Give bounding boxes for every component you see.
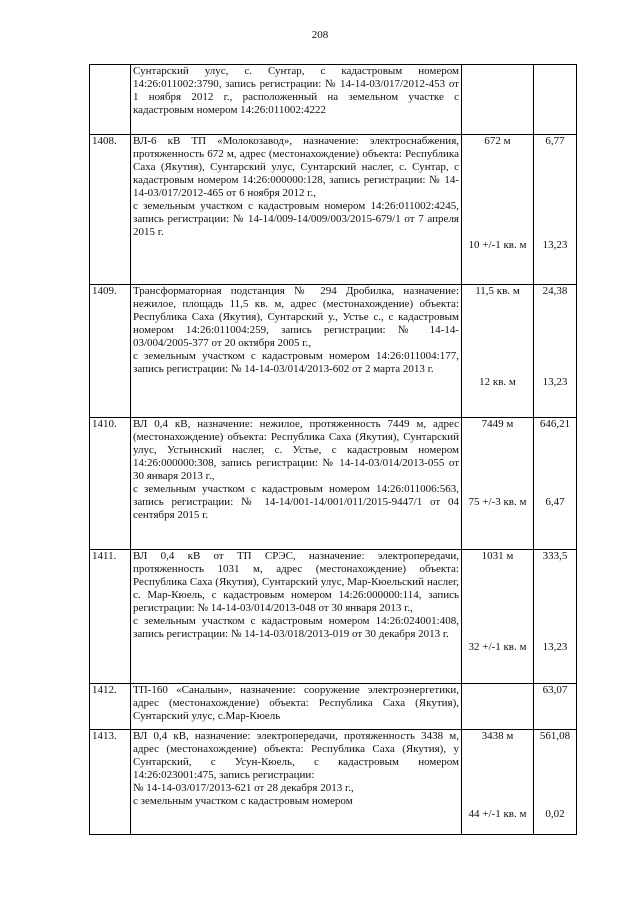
description-text: ТП-160 «Саналын», назначение: сооружение электроэнергетики, адрес (местонахождение) объекта: Республика Саха (Якутия), Сунтарский улус, с.Мар-Кюель [133,684,459,722]
description-text: ВЛ 0,4 кВ, назначение: нежилое, протяженность 7449 м, адрес (местонахождение) объекта: Республика Саха (Якутия), Сунтарский улус, Устьинский наслег, с. Устье, с кадастровым номером 14:26:000000:308, запись регистрации: № 14-14-03/014/2013-055 от 30 января 2013 г., [133,418,459,482]
object-size: 3438 м [481,730,514,742]
row-description [131,684,462,730]
object-size: 11,5 кв. м [475,285,520,297]
description-text: ВЛ-6 кВ ТП «Молокозавод», назначение: электроснабжения, протяженность 672 м, адрес (местонахождение) объекта: Республика Саха (Якутия), Сунтарский улус, Сунтарский наслег, с. Сунтар, с кадастровым номером 14:26:000000:128, запись регистрации: № 14-14-03/017/2012-465 от 6 ноября 2012 г., [133,135,459,199]
object-value: 6,77 [545,135,565,147]
table-row [90,684,577,730]
object-value: 24,38 [542,285,568,297]
land-plot-text: с земельным участком с кадастровым номером [133,795,353,807]
row-size [462,285,534,418]
registration-text: № 14-14-03/017/2013-621 от 28 декабря 2013 г., [133,782,354,794]
row-number [90,65,131,135]
row-number: 1412. [90,684,131,730]
land-value: 6,47 [545,496,565,508]
table-row [90,550,577,684]
land-plot-text: с земельным участком с кадастровым номером 14:26:024001:408, запись регистрации: № 14-14-03/018/2013-019 от 30 декабря 2013 г. [133,615,459,640]
land-value: 13,23 [542,641,568,653]
row-number: 1411. [90,550,131,684]
description-text: Сунтарский улус, с. Сунтар, с кадастровым номером 14:26:011002:3790, запись регистрации: № 14-14-03/017/2012-453 от 1 ноября 2012 г., расположенный на земельном участке с кадастровым номером 14:26:011002:4222 [133,65,459,116]
row-number: 1413. [90,730,131,835]
row-size [462,730,534,835]
row-number: 1410. [90,418,131,550]
land-size: 12 кв. м [479,376,516,388]
row-size [462,418,534,550]
land-size: 10 +/-1 кв. м [468,239,527,251]
object-size: 1031 м [481,550,514,562]
table-row [90,135,577,285]
land-plot-text: с земельным участком с кадастровым номером 14:26:011002:4245, запись регистрации: № 14-14/009-14/009/003/2015-679/1 от 7 апреля 2015 г. [133,200,459,238]
row-value [534,684,577,730]
object-value: 561,08 [539,730,571,742]
description-text: Трансформаторная подстанция № 294 Дробилка, назначение: нежилое, площадь 11,5 кв. м, адрес (местонахождение) объекта: Республика Саха (Якутия), Сунтарский у., Устье с., с кадастровым номером 14:26:011004:259, запись регистрации: № 14-14-03/004/2005-377 от 20 октября 2005 г., [133,285,459,349]
description-text: ВЛ 0,4 кВ, назначение: электропередачи, протяженность 3438 м, адрес (местонахождение) объекта: Республика Саха (Якутия), у Сунтарский, с Усун-Кюель, с кадастровым номером 14:26:023001:475, запись регистрации: [133,730,459,781]
row-number: 1409. [90,285,131,418]
row-value [534,550,577,684]
row-size [462,65,534,135]
row-value [534,135,577,285]
description-text: ВЛ 0,4 кВ от ТП СРЭС, назначение: электропередачи, протяженность 1031 м, адрес (местонахождение) объекта: Республика Саха (Якутия), Сунтарский улус, Мар-Кюельский наслег, с. Мар-Кюель, с кадастровым номером 14:26:000000:114, запись регистрации: № 14-14-03/014/2013-048 от 30 января 2013 г., [133,550,459,614]
row-description [131,135,462,285]
row-description [131,285,462,418]
page-number: 208 [311,29,329,41]
object-size: 672 м [484,135,511,147]
row-value [534,65,577,135]
object-value: 63,07 [542,684,568,696]
object-size: 7449 м [481,418,514,430]
row-value [534,730,577,835]
land-size: 32 +/-1 кв. м [468,641,527,653]
land-value: 13,23 [542,376,568,388]
row-size [462,684,534,730]
land-value: 0,02 [545,808,565,820]
row-description [131,418,462,550]
row-value [534,418,577,550]
row-description [131,550,462,684]
row-value [534,285,577,418]
table-row [90,285,577,418]
object-value: 646,21 [539,418,571,430]
land-size: 44 +/-1 кв. м [468,808,527,820]
land-plot-text: с земельным участком с кадастровым номером 14:26:011006:563, запись регистрации: № 14-14/001-14/001/011/2015-9447/1 от 04 сентября 2015 г. [133,483,459,521]
row-size [462,135,534,285]
land-value: 13,23 [542,239,568,251]
table-row [90,730,577,835]
land-plot-text: с земельным участком с кадастровым номером 14:26:011004:177, запись регистрации: № 14-14-03/014/2013-602 от 2 марта 2013 г. [133,350,459,375]
property-registry-table [89,64,577,835]
land-size: 75 +/-3 кв. м [468,496,527,508]
row-description [131,730,462,835]
object-value: 333,5 [542,550,568,562]
row-description [131,65,462,135]
row-size [462,550,534,684]
table-row [90,65,577,135]
table-row [90,418,577,550]
row-number: 1408. [90,135,131,285]
